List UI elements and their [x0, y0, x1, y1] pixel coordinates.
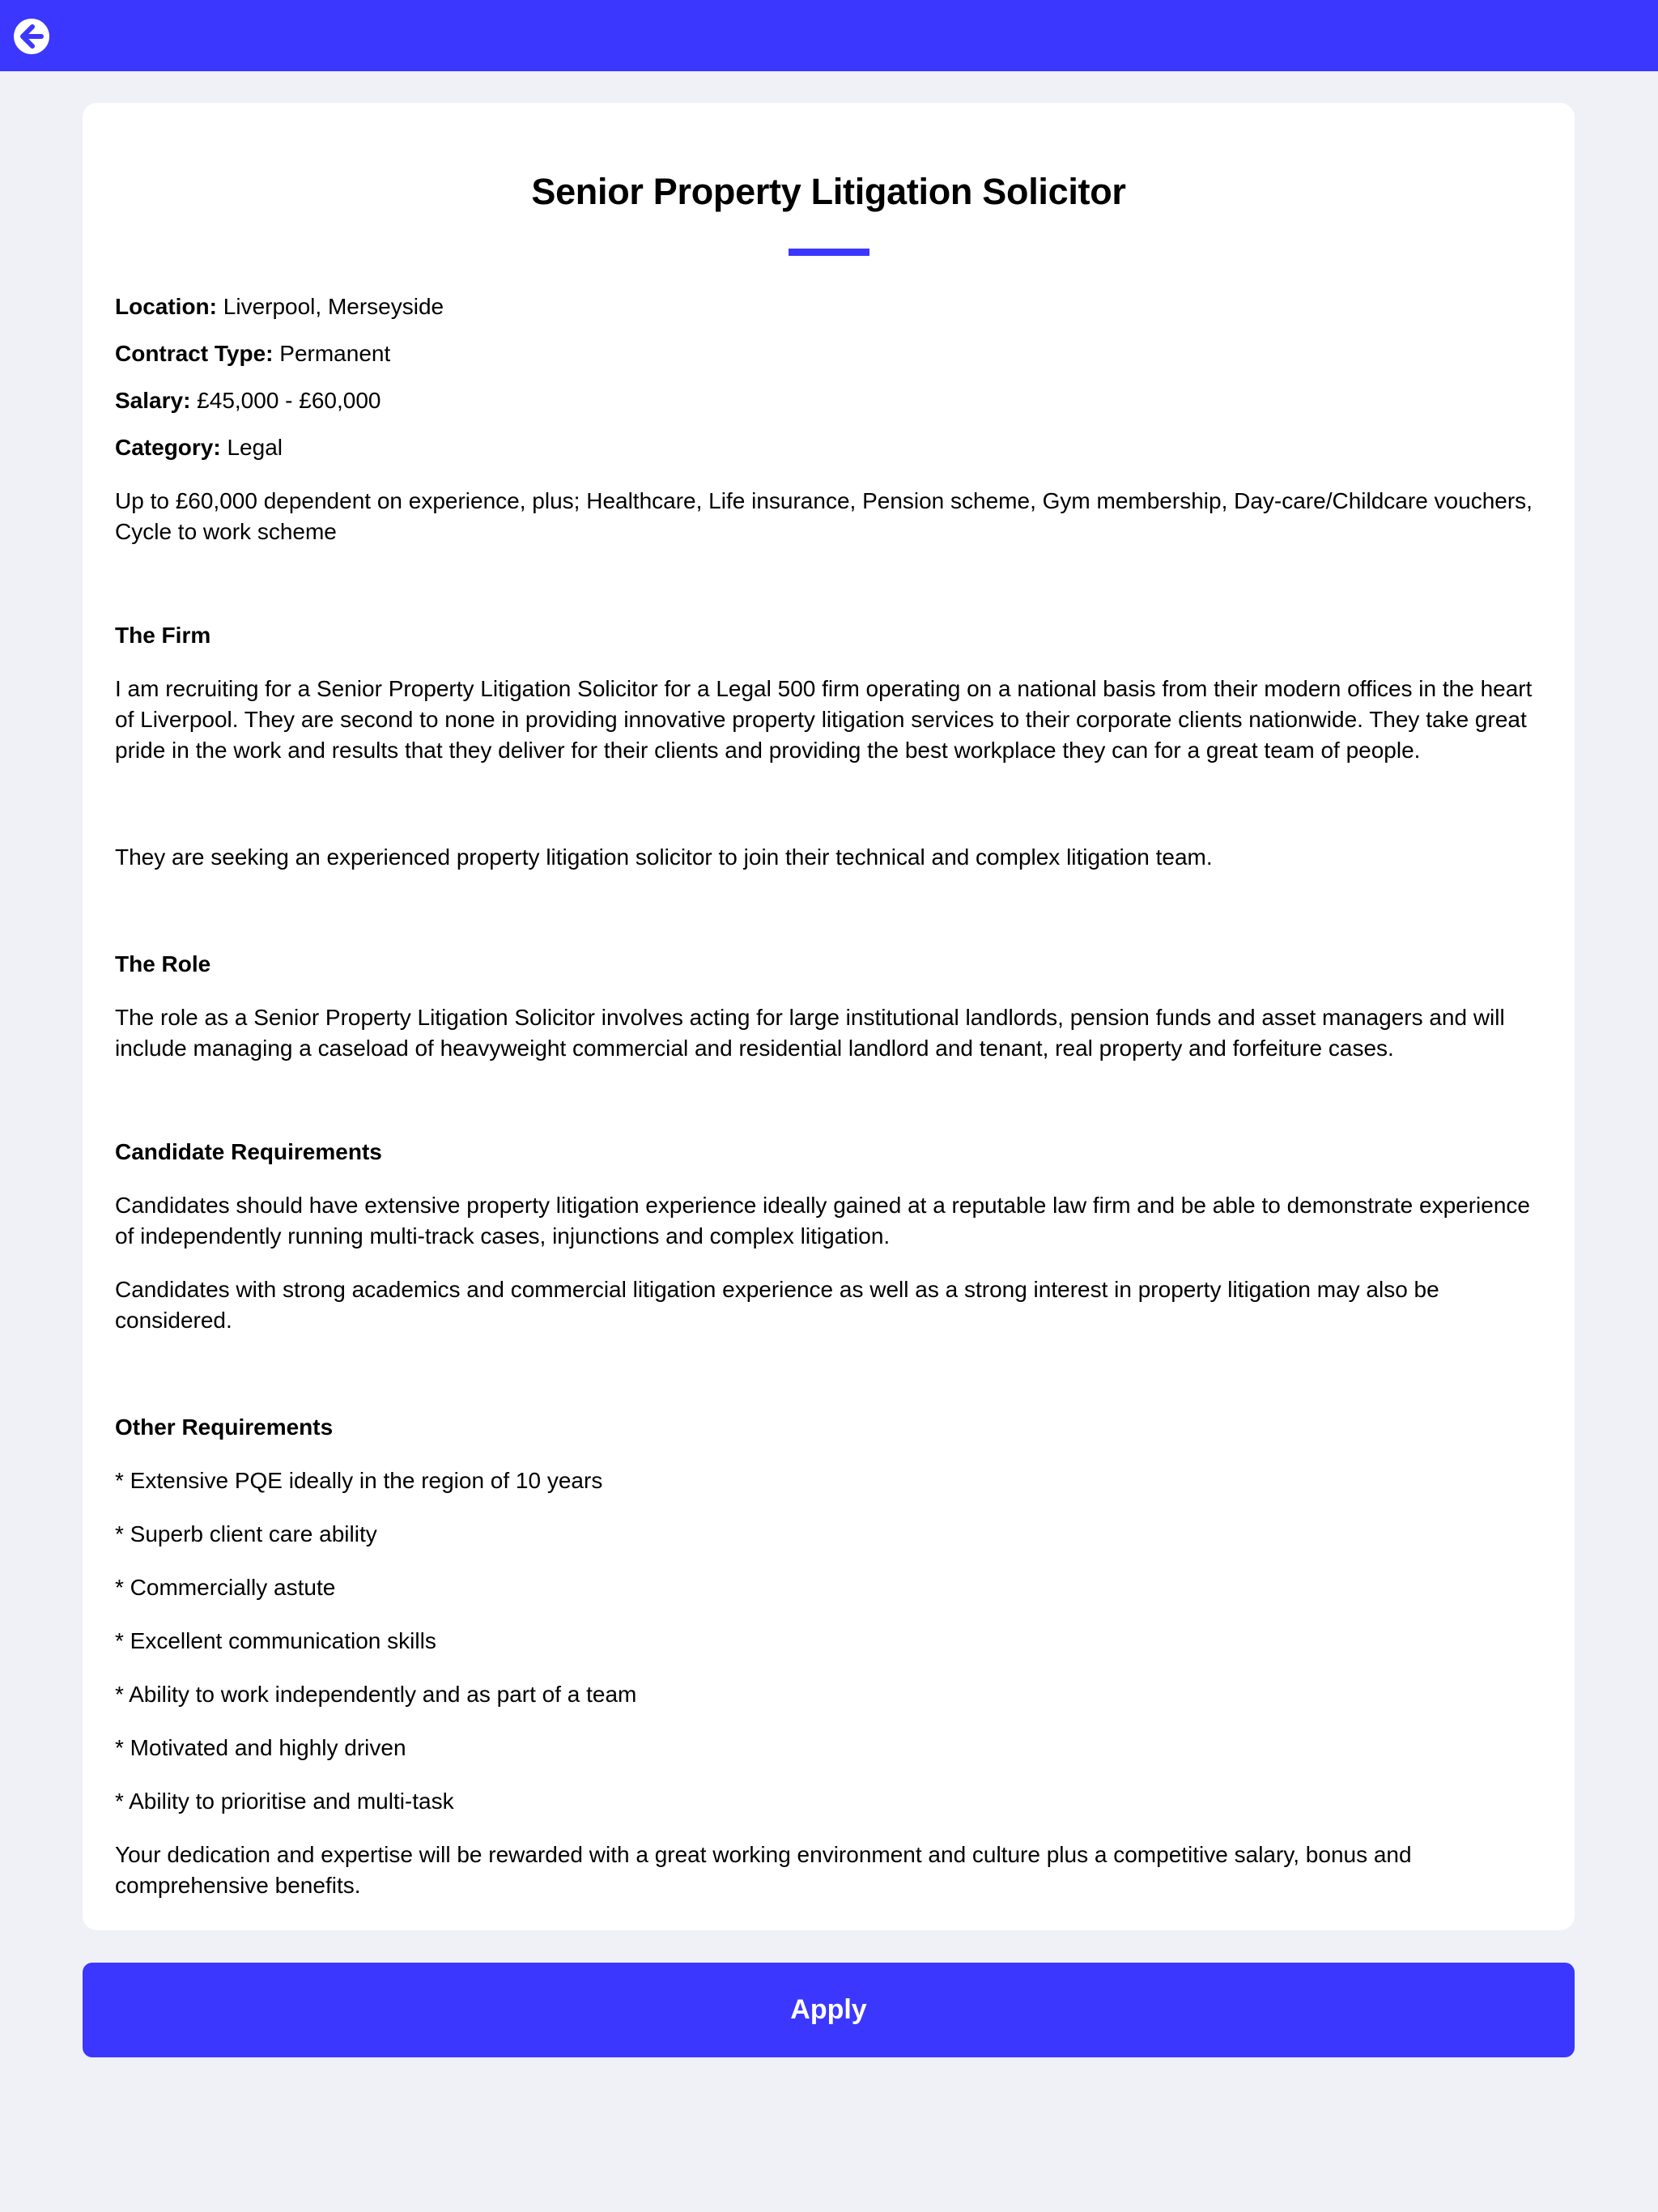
list-item: * Ability to prioritise and multi-task: [115, 1789, 454, 1814]
list-item: * Excellent communication skills: [115, 1628, 436, 1653]
requirements-list: [115, 1465, 1542, 1817]
candidate-heading: Candidate Requirements: [115, 1139, 382, 1164]
list-item: * Ability to work independently and as part of a team: [115, 1682, 637, 1707]
apply-button[interactable]: Apply: [83, 1963, 1575, 2057]
salary-label: Salary:: [115, 388, 191, 413]
salary-value: £45,000 - £60,000: [190, 388, 381, 413]
job-detail-card: [83, 103, 1575, 1930]
list-item: * Superb client care ability: [115, 1521, 377, 1546]
location-label: Location:: [115, 294, 217, 319]
title-divider: [789, 249, 869, 256]
top-bar: [0, 0, 1658, 71]
back-button[interactable]: [13, 18, 50, 55]
category-label: Category:: [115, 435, 221, 460]
contract-value: Permanent: [273, 341, 391, 366]
contract-row: [115, 338, 1542, 369]
job-title: Senior Property Litigation Solicitor: [531, 171, 1126, 212]
category-row: [115, 432, 1542, 463]
list-item: * Extensive PQE ideally in the region of 10 years: [115, 1468, 603, 1493]
candidate-paragraph-2: Candidates with strong academics and commercial litigation experience as well as a strong interest in property litigation may also be considered.: [115, 1277, 1439, 1333]
salary-row: [115, 385, 1542, 416]
location-row: [115, 291, 1542, 322]
other-requirements-heading: Other Requirements: [115, 1414, 334, 1440]
role-paragraph: The role as a Senior Property Litigation Solicitor involves acting for large institutional landlords, pension funds and asset managers and will include managing a caseload of heavyweight commercial and residential landlord and tenant, real property and forfeiture cases.: [115, 1005, 1505, 1061]
list-item: * Motivated and highly driven: [115, 1735, 406, 1760]
firm-heading: The Firm: [115, 623, 211, 648]
benefits-summary: Up to £60,000 dependent on experience, plus; Healthcare, Life insurance, Pension scheme, Gym membership, Day-care/Childcare vouchers, Cycle to work scheme: [115, 488, 1533, 544]
contract-label: Contract Type:: [115, 341, 274, 366]
firm-seeking-paragraph: They are seeking an experienced property litigation solicitor to join their technical and complex litigation team.: [115, 844, 1213, 870]
role-heading: The Role: [115, 951, 211, 976]
closing-paragraph: Your dedication and expertise will be rewarded with a great working environment and culture plus a competitive salary, bonus and comprehensive benefits.: [115, 1842, 1412, 1898]
candidate-paragraph: Candidates should have extensive property litigation experience ideally gained at a reputable law firm and be able to demonstrate experience of independently running multi-track cases, injunctions and complex litigation.: [115, 1193, 1530, 1249]
arrow-left-circle-icon: [13, 18, 50, 55]
category-value: Legal: [220, 435, 283, 460]
list-item: * Commercially astute: [115, 1575, 336, 1600]
location-value: Liverpool, Merseyside: [217, 294, 444, 319]
firm-paragraph: I am recruiting for a Senior Property Litigation Solicitor for a Legal 500 firm operating on a national basis from their modern offices in the heart of Liverpool. They are second to none in providing innovative property litigation services to their corporate clients nationwide. They take great pride in the work and results that they deliver for their clients and providing the best workplace they can for a great team of people.: [115, 676, 1533, 763]
